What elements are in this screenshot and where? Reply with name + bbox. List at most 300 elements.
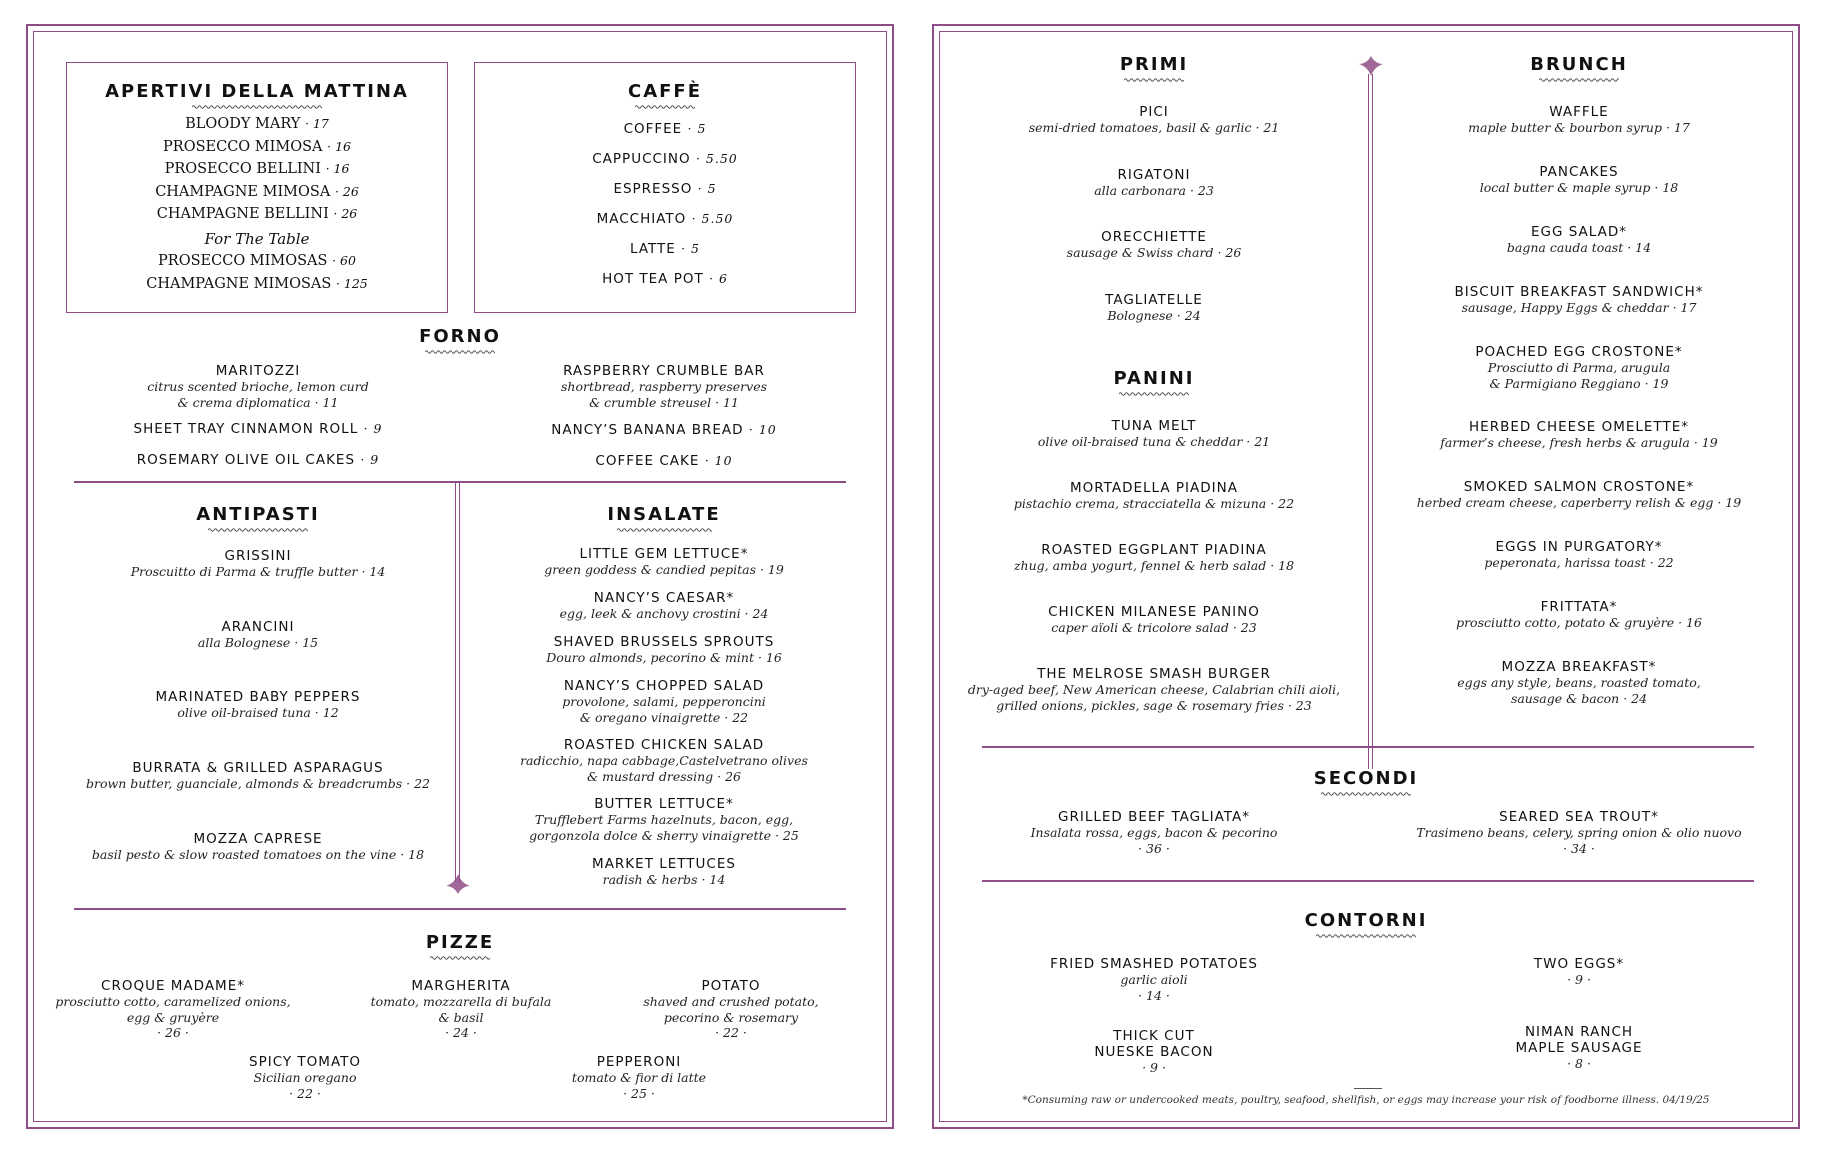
- item-desc-line: maple butter & bourbon syrup: [1468, 120, 1662, 135]
- item-name: ROASTED CHICKEN SALAD: [563, 737, 765, 753]
- item-desc: eggs any style, beans, roasted tomato,: [1457, 675, 1701, 690]
- footnote-rule: [1354, 1088, 1382, 1089]
- item-name: PROSECCO MIMOSA: [163, 138, 323, 155]
- item-price: 9: [373, 421, 383, 436]
- pizze-item-margherita: [336, 978, 586, 1041]
- fleur-ornament-icon: [446, 874, 470, 894]
- item-desc: pecorino & rosemary: [663, 1009, 799, 1025]
- item-name: PICI: [1139, 104, 1169, 120]
- item-price: 26: [1225, 245, 1242, 260]
- item-name: NANCY’S BANANA BREAD: [551, 422, 744, 438]
- item-name: ARANCINI: [221, 619, 295, 635]
- item-desc: Bolognese · 24: [1107, 308, 1201, 323]
- contorni-title: CONTORNI: [1304, 910, 1428, 931]
- antipasti-item: [68, 760, 448, 792]
- item-name: POACHED EGG CROSTONE*: [1475, 344, 1683, 360]
- item-desc-line: pistachio crema, stracciatella & mizuna: [1013, 496, 1267, 511]
- item-desc-line: alla Bolognese: [197, 635, 291, 650]
- item-name: COFFEE: [623, 121, 683, 137]
- item-desc: shortbread, raspberry preserves: [560, 379, 768, 394]
- item-name: ROSEMARY OLIVE OIL CAKES: [136, 452, 356, 468]
- item-desc: Insalata rossa, eggs, bacon & pecorino: [1030, 825, 1278, 840]
- wavy-underline-icon: [425, 349, 495, 355]
- insalate-item: [474, 737, 854, 784]
- panini-item: [944, 418, 1364, 450]
- item-desc-line: & mustard dressing: [587, 768, 714, 784]
- apertivi-heading: [67, 81, 447, 110]
- item-desc: zhug, amba yogurt, fennel & herb salad · 18: [1013, 558, 1295, 573]
- item-price: 5: [697, 121, 707, 136]
- item-name: BURRATA & GRILLED ASPARAGUS: [132, 760, 384, 776]
- item-price-line: · 34 ·: [1563, 840, 1595, 856]
- item-price: 125: [343, 275, 368, 291]
- caffe-item: LATTE · 5: [629, 241, 700, 257]
- item-price-line: · 36 ·: [1138, 840, 1170, 856]
- brunch-item: [1389, 224, 1769, 256]
- item-price: 22: [723, 1025, 739, 1040]
- panini-item: [934, 666, 1374, 713]
- item-desc: & mustard dressing · 26: [587, 768, 741, 784]
- item-price: 23: [1197, 183, 1214, 198]
- item-desc: Trasimeno beans, celery, spring onion & olio nuovo: [1416, 825, 1742, 840]
- item-price: 60: [340, 253, 356, 268]
- item-price: 17: [1680, 300, 1697, 315]
- item-price: 26: [342, 183, 359, 199]
- apertivi-item: PROSECCO BELLINI · 16: [164, 161, 350, 177]
- forno-item-rosemary: ROSEMARY OLIVE OIL CAKES · 9: [136, 452, 380, 468]
- item-price: 18: [1278, 558, 1295, 573]
- item-desc-line: radish & herbs: [602, 872, 698, 887]
- forno-heading: [28, 326, 892, 355]
- item-name: NANCY’S CHOPPED SALAD: [563, 678, 765, 694]
- divider: [74, 481, 846, 483]
- item-name: CHICKEN MILANESE PANINO: [1048, 604, 1260, 620]
- primi-item: [964, 229, 1344, 261]
- item-name: PANCAKES: [1539, 164, 1619, 180]
- apertivi-item: PROSECCO MIMOSA · 16: [163, 138, 351, 155]
- item-desc: tomato & fior di latte: [571, 1070, 707, 1085]
- item-desc: sausage, Happy Eggs & cheddar · 17: [1461, 300, 1697, 315]
- item-desc-line: zhug, amba yogurt, fennel & herb salad: [1013, 558, 1267, 573]
- item-price: 12: [322, 705, 339, 720]
- item-desc: garlic aioli: [1120, 972, 1188, 987]
- item-desc: bagna cauda toast · 14: [1506, 240, 1652, 255]
- fleur-ornament-icon: [1359, 56, 1383, 76]
- item-desc: egg, leek & anchovy crostini · 24: [559, 606, 769, 621]
- antipasti-item: [68, 548, 448, 580]
- item-desc: sausage & Swiss chard · 26: [1066, 245, 1242, 260]
- item-desc-line: sausage & Swiss chard: [1066, 245, 1214, 260]
- item-desc: pistachio crema, stracciatella & mizuna · 22: [1013, 496, 1295, 511]
- brunch-item: [1389, 104, 1769, 136]
- item-price-line: · 9 ·: [1142, 1060, 1166, 1075]
- item-price-line: · 22 ·: [715, 1025, 747, 1040]
- wavy-underline-icon: [208, 527, 308, 533]
- item-desc: olive oil-braised tuna & cheddar · 21: [1037, 434, 1271, 449]
- panini-title: PANINI: [1113, 368, 1195, 389]
- item-price: 14: [1635, 240, 1652, 255]
- item-name: ROASTED EGGPLANT PIADINA: [1041, 542, 1267, 558]
- item-name: BISCUIT BREAKFAST SANDWICH*: [1454, 284, 1704, 300]
- item-name: MACCHIATO: [596, 211, 687, 227]
- item-name: ORECCHIETTE: [1101, 229, 1207, 245]
- item-price: 25: [782, 827, 799, 843]
- item-desc: local butter & maple syrup · 18: [1479, 180, 1679, 195]
- item-desc: green goddess & candied pepitas · 19: [544, 562, 784, 577]
- item-name: COFFEE CAKE: [595, 453, 700, 469]
- item-desc-line: egg, leek & anchovy crostini: [559, 606, 741, 621]
- item-name: PEPPERONI: [596, 1054, 682, 1070]
- pizze-item-spicy: [180, 1054, 430, 1101]
- caffe-item: CAPPUCCINO · 5.50: [592, 151, 738, 167]
- item-price: 23: [1295, 697, 1312, 713]
- item-desc: basil pesto & slow roasted tomatoes on the vine · 18: [91, 847, 425, 862]
- item-name: RIGATONI: [1117, 167, 1191, 183]
- antipasti-item: [68, 619, 448, 651]
- allergen-disclaimer: *Consuming raw or undercooked meats, poultry, seafood, shellfish, or eggs may increase your risk of foodborne illness. 04/19/25: [1022, 1094, 1710, 1106]
- item-desc-line: brown butter, guanciale, almonds & breadcrumbs: [86, 776, 403, 791]
- brunch-title: BRUNCH: [1530, 54, 1628, 75]
- caffe-heading: [475, 81, 855, 110]
- item-price: 9: [1575, 972, 1583, 987]
- item-price: 11: [723, 394, 739, 410]
- item-price: 22: [1278, 496, 1295, 511]
- item-desc: Prosciutto di Parma, arugula: [1487, 360, 1671, 375]
- brunch-item: [1389, 284, 1769, 316]
- item-desc-line: & oregano vinaigrette: [579, 709, 721, 725]
- secondi-item-beef: [964, 809, 1344, 856]
- item-desc-line: bagna cauda toast: [1506, 240, 1624, 255]
- item-name: WAFFLE: [1549, 104, 1609, 120]
- item-price-line: · 26 ·: [157, 1025, 189, 1040]
- item-desc-line: olive oil-braised tuna & cheddar: [1037, 434, 1243, 449]
- item-desc: & oregano vinaigrette · 22: [579, 709, 749, 725]
- item-desc-line: basil pesto & slow roasted tomatoes on the vine: [91, 847, 397, 862]
- secondi-heading: [934, 768, 1798, 797]
- wavy-underline-icon: [1124, 77, 1184, 83]
- wavy-underline-icon: [1119, 391, 1189, 397]
- wavy-underline-icon: [430, 955, 490, 961]
- panini-item: [944, 480, 1364, 512]
- insalate-title: INSALATE: [607, 504, 721, 525]
- column-divider: [1368, 74, 1373, 769]
- wavy-underline-icon: [1321, 791, 1411, 797]
- item-desc-line: sausage & bacon: [1510, 690, 1620, 706]
- brunch-item: [1389, 539, 1769, 571]
- primi-item: [964, 104, 1344, 136]
- item-price: 22: [414, 776, 430, 791]
- item-price: 5.50: [701, 211, 734, 226]
- item-price: 8: [1575, 1056, 1583, 1071]
- brunch-item: [1389, 599, 1769, 631]
- item-name: FRITTATA*: [1540, 599, 1618, 615]
- item-price: 16: [335, 138, 351, 154]
- item-price: 16: [765, 650, 782, 665]
- forno-item-cinnamon: SHEET TRAY CINNAMON ROLL · 9: [133, 421, 383, 437]
- panini-item: [944, 542, 1364, 574]
- item-price: 5: [707, 181, 717, 196]
- contorni-item-potatoes: [964, 956, 1344, 1003]
- item-price: 10: [714, 453, 733, 468]
- item-price: 22: [732, 709, 749, 725]
- insalate-item: [474, 590, 854, 622]
- item-desc-line: farmer’s cheese, fresh herbs & arugula: [1440, 435, 1690, 450]
- item-price: 19: [1652, 375, 1669, 391]
- for-the-table-label: For The Table: [204, 229, 310, 248]
- item-desc-line: gorgonzola dolce & sherry vinaigrette: [529, 827, 771, 843]
- item-desc-line: & crumble streusel: [589, 394, 712, 410]
- item-name: CHAMPAGNE MIMOSA: [155, 183, 331, 200]
- wavy-underline-icon: [617, 527, 712, 533]
- item-price: 36: [1146, 840, 1162, 856]
- item-name: CAPPUCCINO: [592, 151, 691, 167]
- panini-item: [944, 604, 1364, 636]
- wavy-underline-icon: [1316, 933, 1416, 939]
- item-desc: sausage & bacon · 24: [1510, 690, 1648, 706]
- pizze-item-potato: [606, 978, 856, 1041]
- item-desc: dry-aged beef, New American cheese, Calabrian chili aioli,: [967, 682, 1341, 697]
- menu-page-right: [932, 24, 1800, 1129]
- item-name: MAPLE SAUSAGE: [1515, 1040, 1643, 1056]
- brunch-item: [1389, 344, 1769, 391]
- caffe-item: MACCHIATO · 5.50: [596, 211, 734, 227]
- item-price: 14: [1146, 987, 1162, 1003]
- item-desc: alla carbonara · 23: [1094, 183, 1214, 198]
- primi-item: [964, 167, 1344, 199]
- item-desc: Proscuitto di Parma & truffle butter · 14: [130, 564, 386, 579]
- item-desc: radish & herbs · 14: [602, 872, 726, 887]
- item-desc: Douro almonds, pecorino & mint · 16: [546, 650, 782, 665]
- item-price: 22: [1657, 555, 1674, 570]
- caffe-title: CAFFÈ: [627, 81, 703, 102]
- item-desc: radicchio, napa cabbage,Castelvetrano olives: [520, 753, 808, 768]
- item-name: THE MELROSE SMASH BURGER: [1037, 666, 1271, 682]
- item-desc: citrus scented brioche, lemon curd: [147, 379, 369, 394]
- item-price-line: · 22 ·: [289, 1085, 321, 1101]
- item-desc: caper aïoli & tricolore salad · 23: [1051, 620, 1257, 635]
- apertivi-box: [66, 62, 448, 313]
- item-name: SHEET TRAY CINNAMON ROLL: [133, 421, 359, 437]
- item-price: 19: [1725, 495, 1742, 510]
- item-name: MARITOZZI: [215, 363, 301, 379]
- item-name: TUNA MELT: [1111, 418, 1197, 434]
- item-price: 14: [709, 872, 726, 887]
- forno-item-raspberry: [474, 363, 854, 410]
- pizze-title: PIZZE: [425, 932, 495, 953]
- item-name: SMOKED SALMON CROSTONE*: [1463, 479, 1695, 495]
- item-desc-line: semi-dried tomatoes, basil & garlic: [1028, 120, 1252, 135]
- item-desc: shaved and crushed potato,: [643, 994, 819, 1009]
- pizze-heading: [28, 932, 892, 961]
- item-desc: maple butter & bourbon syrup · 17: [1468, 120, 1690, 135]
- item-desc: olive oil-braised tuna · 12: [177, 705, 339, 720]
- wavy-underline-icon: [1539, 77, 1619, 83]
- item-desc: tomato, mozzarella di bufala: [370, 994, 552, 1009]
- item-desc-line: Douro almonds, pecorino & mint: [546, 650, 754, 665]
- item-price-line: · 14 ·: [1138, 987, 1170, 1003]
- item-desc-line: Bolognese: [1107, 308, 1173, 323]
- brunch-item: [1379, 479, 1779, 511]
- item-name: EGG SALAD*: [1530, 224, 1627, 240]
- apertivi-table-item: CHAMPAGNE MIMOSAS · 125: [146, 275, 368, 292]
- item-name: NIMAN RANCH: [1524, 1024, 1634, 1040]
- item-price: 9: [370, 452, 380, 467]
- insalate-item: [474, 796, 854, 843]
- forno-title: FORNO: [419, 326, 501, 347]
- item-price: 17: [1673, 120, 1690, 135]
- item-price: 9: [1150, 1060, 1158, 1075]
- primi-item: [964, 292, 1344, 324]
- insalate-item: [474, 634, 854, 666]
- item-desc-line: green goddess & candied pepitas: [544, 562, 756, 577]
- caffe-item: ESPRESSO · 5: [613, 181, 717, 197]
- wavy-underline-icon: [192, 104, 322, 110]
- item-desc-line: & crema diplomatica: [177, 394, 311, 410]
- divider: [982, 746, 1754, 748]
- item-price-line: · 24 ·: [445, 1025, 477, 1040]
- item-name: HOT TEA POT: [602, 271, 704, 287]
- item-name: CHAMPAGNE MIMOSAS: [146, 275, 332, 292]
- forno-item-banana: NANCY’S BANANA BREAD · 10: [551, 422, 777, 438]
- item-desc-line: Proscuitto di Parma & truffle butter: [130, 564, 358, 579]
- item-desc: grilled onions, pickles, sage & rosemary fries · 23: [996, 697, 1312, 713]
- insalate-item: [474, 546, 854, 578]
- item-name: NANCY’S CAESAR*: [593, 590, 735, 606]
- item-desc-line: grilled onions, pickles, sage & rosemary fries: [996, 697, 1284, 713]
- brunch-heading: [1389, 54, 1769, 83]
- item-desc: farmer’s cheese, fresh herbs & arugula · 19: [1440, 435, 1718, 450]
- item-price: 6: [718, 271, 728, 286]
- item-price: 21: [1263, 120, 1280, 135]
- apertivi-list: [67, 113, 447, 295]
- item-price: 25: [631, 1085, 647, 1101]
- item-desc: & Parmigiano Reggiano · 19: [1489, 375, 1669, 391]
- item-price: 11: [322, 394, 339, 410]
- apertivi-title: APERTIVI DELLA MATTINA: [105, 81, 409, 102]
- item-name: PROSECCO MIMOSAS: [158, 253, 328, 269]
- secondi-item-trout: [1379, 809, 1779, 856]
- caffe-item: HOT TEA POT · 6: [602, 271, 728, 287]
- item-desc: gorgonzola dolce & sherry vinaigrette · 25: [529, 827, 799, 843]
- item-desc: & basil: [438, 1009, 484, 1025]
- insalate-item: [474, 856, 854, 888]
- antipasti-title: ANTIPASTI: [196, 504, 320, 525]
- item-price: 19: [767, 562, 784, 577]
- item-price: 16: [1686, 615, 1702, 630]
- item-desc-line: alla carbonara: [1094, 183, 1186, 198]
- contorni-item-eggs: [1389, 956, 1769, 988]
- wavy-underline-icon: [635, 104, 695, 110]
- item-desc: prosciutto cotto, potato & gruyère · 16: [1456, 615, 1702, 630]
- item-price: 26: [341, 206, 358, 221]
- item-desc: & crema diplomatica · 11: [177, 394, 339, 410]
- item-desc-line: caper aïoli & tricolore salad: [1051, 620, 1229, 635]
- pizze-item-croque: [48, 978, 298, 1041]
- item-price-line: · 9 ·: [1567, 972, 1591, 987]
- item-name: PROSECCO BELLINI: [164, 161, 321, 177]
- item-name: SEARED SEA TROUT*: [1499, 809, 1659, 825]
- item-price: 34: [1571, 840, 1587, 856]
- item-price: 23: [1240, 620, 1257, 635]
- item-price: 5.50: [705, 151, 738, 166]
- item-name: ESPRESSO: [613, 181, 693, 197]
- item-name: CHAMPAGNE BELLINI: [156, 206, 329, 222]
- item-name: THICK CUT: [1113, 1028, 1195, 1044]
- brunch-item: [1389, 659, 1769, 706]
- item-price: 16: [333, 161, 350, 176]
- item-desc-line: local butter & maple syrup: [1479, 180, 1651, 195]
- item-price: 10: [758, 422, 777, 437]
- apertivi-item: BLOODY MARY · 17: [185, 116, 329, 132]
- apertivi-item: CHAMPAGNE MIMOSA · 26: [155, 183, 359, 200]
- item-price-line: · 25 ·: [623, 1085, 655, 1101]
- caffe-box: [474, 62, 856, 313]
- forno-item-maritozzi: [68, 363, 448, 410]
- item-name: TAGLIATELLE: [1105, 292, 1203, 308]
- item-name: GRILLED BEEF TAGLIATA*: [1058, 809, 1250, 825]
- menu-page-left: [26, 24, 894, 1129]
- item-name: LITTLE GEM LETTUCE*: [579, 546, 749, 562]
- divider: [982, 880, 1754, 882]
- item-price: 15: [302, 635, 319, 650]
- antipasti-item: [68, 689, 448, 721]
- antipasti-heading: [68, 504, 448, 533]
- item-desc: Sicilian oregano: [253, 1070, 357, 1085]
- antipasti-item: [68, 831, 448, 863]
- item-price: 24: [453, 1025, 469, 1040]
- item-desc-line: herbed cream cheese, caperberry relish & egg: [1416, 495, 1714, 510]
- item-price: 14: [369, 564, 386, 579]
- item-desc: Trufflebert Farms hazelnuts, bacon, egg,: [534, 812, 794, 827]
- item-price: 21: [1254, 434, 1271, 449]
- contorni-heading: [934, 910, 1798, 939]
- brunch-item: [1389, 164, 1769, 196]
- item-price: 24: [1184, 308, 1201, 323]
- contorni-item-bacon: [964, 1028, 1344, 1076]
- item-name: RASPBERRY CRUMBLE BAR: [563, 363, 765, 379]
- item-name: MOZZA BREAKFAST*: [1501, 659, 1657, 675]
- item-name: TWO EGGS*: [1533, 956, 1625, 972]
- item-price: 22: [297, 1085, 313, 1101]
- insalate-item: [474, 678, 854, 725]
- item-name: LATTE: [629, 241, 676, 257]
- item-name: FRIED SMASHED POTATOES: [1050, 956, 1258, 972]
- item-desc: semi-dried tomatoes, basil & garlic · 21: [1028, 120, 1280, 135]
- item-name: NUESKE BACON: [1094, 1044, 1214, 1060]
- item-name: HERBED CHEESE OMELETTE*: [1469, 419, 1689, 435]
- item-name: GRISSINI: [224, 548, 292, 564]
- item-desc-line: olive oil-braised tuna: [177, 705, 311, 720]
- item-name: MORTADELLA PIADINA: [1070, 480, 1238, 496]
- column-divider: [455, 482, 460, 882]
- apertivi-item: CHAMPAGNE BELLINI · 26: [156, 206, 358, 222]
- item-name: POTATO: [701, 978, 761, 994]
- item-price: 24: [752, 606, 769, 621]
- item-price: 26: [165, 1025, 181, 1040]
- caffe-item: COFFEE · 5: [623, 121, 707, 137]
- item-desc-line: & Parmigiano Reggiano: [1489, 375, 1641, 391]
- item-name: MOZZA CAPRESE: [193, 831, 323, 847]
- item-desc: & crumble streusel · 11: [589, 394, 739, 410]
- caffe-list: [475, 121, 855, 301]
- brunch-item: [1389, 419, 1769, 451]
- divider: [74, 908, 846, 910]
- primi-title: PRIMI: [1119, 54, 1189, 75]
- insalate-heading: [474, 504, 854, 533]
- item-name: BUTTER LETTUCE*: [594, 796, 734, 812]
- item-price-line: · 8 ·: [1567, 1056, 1591, 1071]
- forno-item-coffeecake: COFFEE CAKE · 10: [595, 453, 733, 469]
